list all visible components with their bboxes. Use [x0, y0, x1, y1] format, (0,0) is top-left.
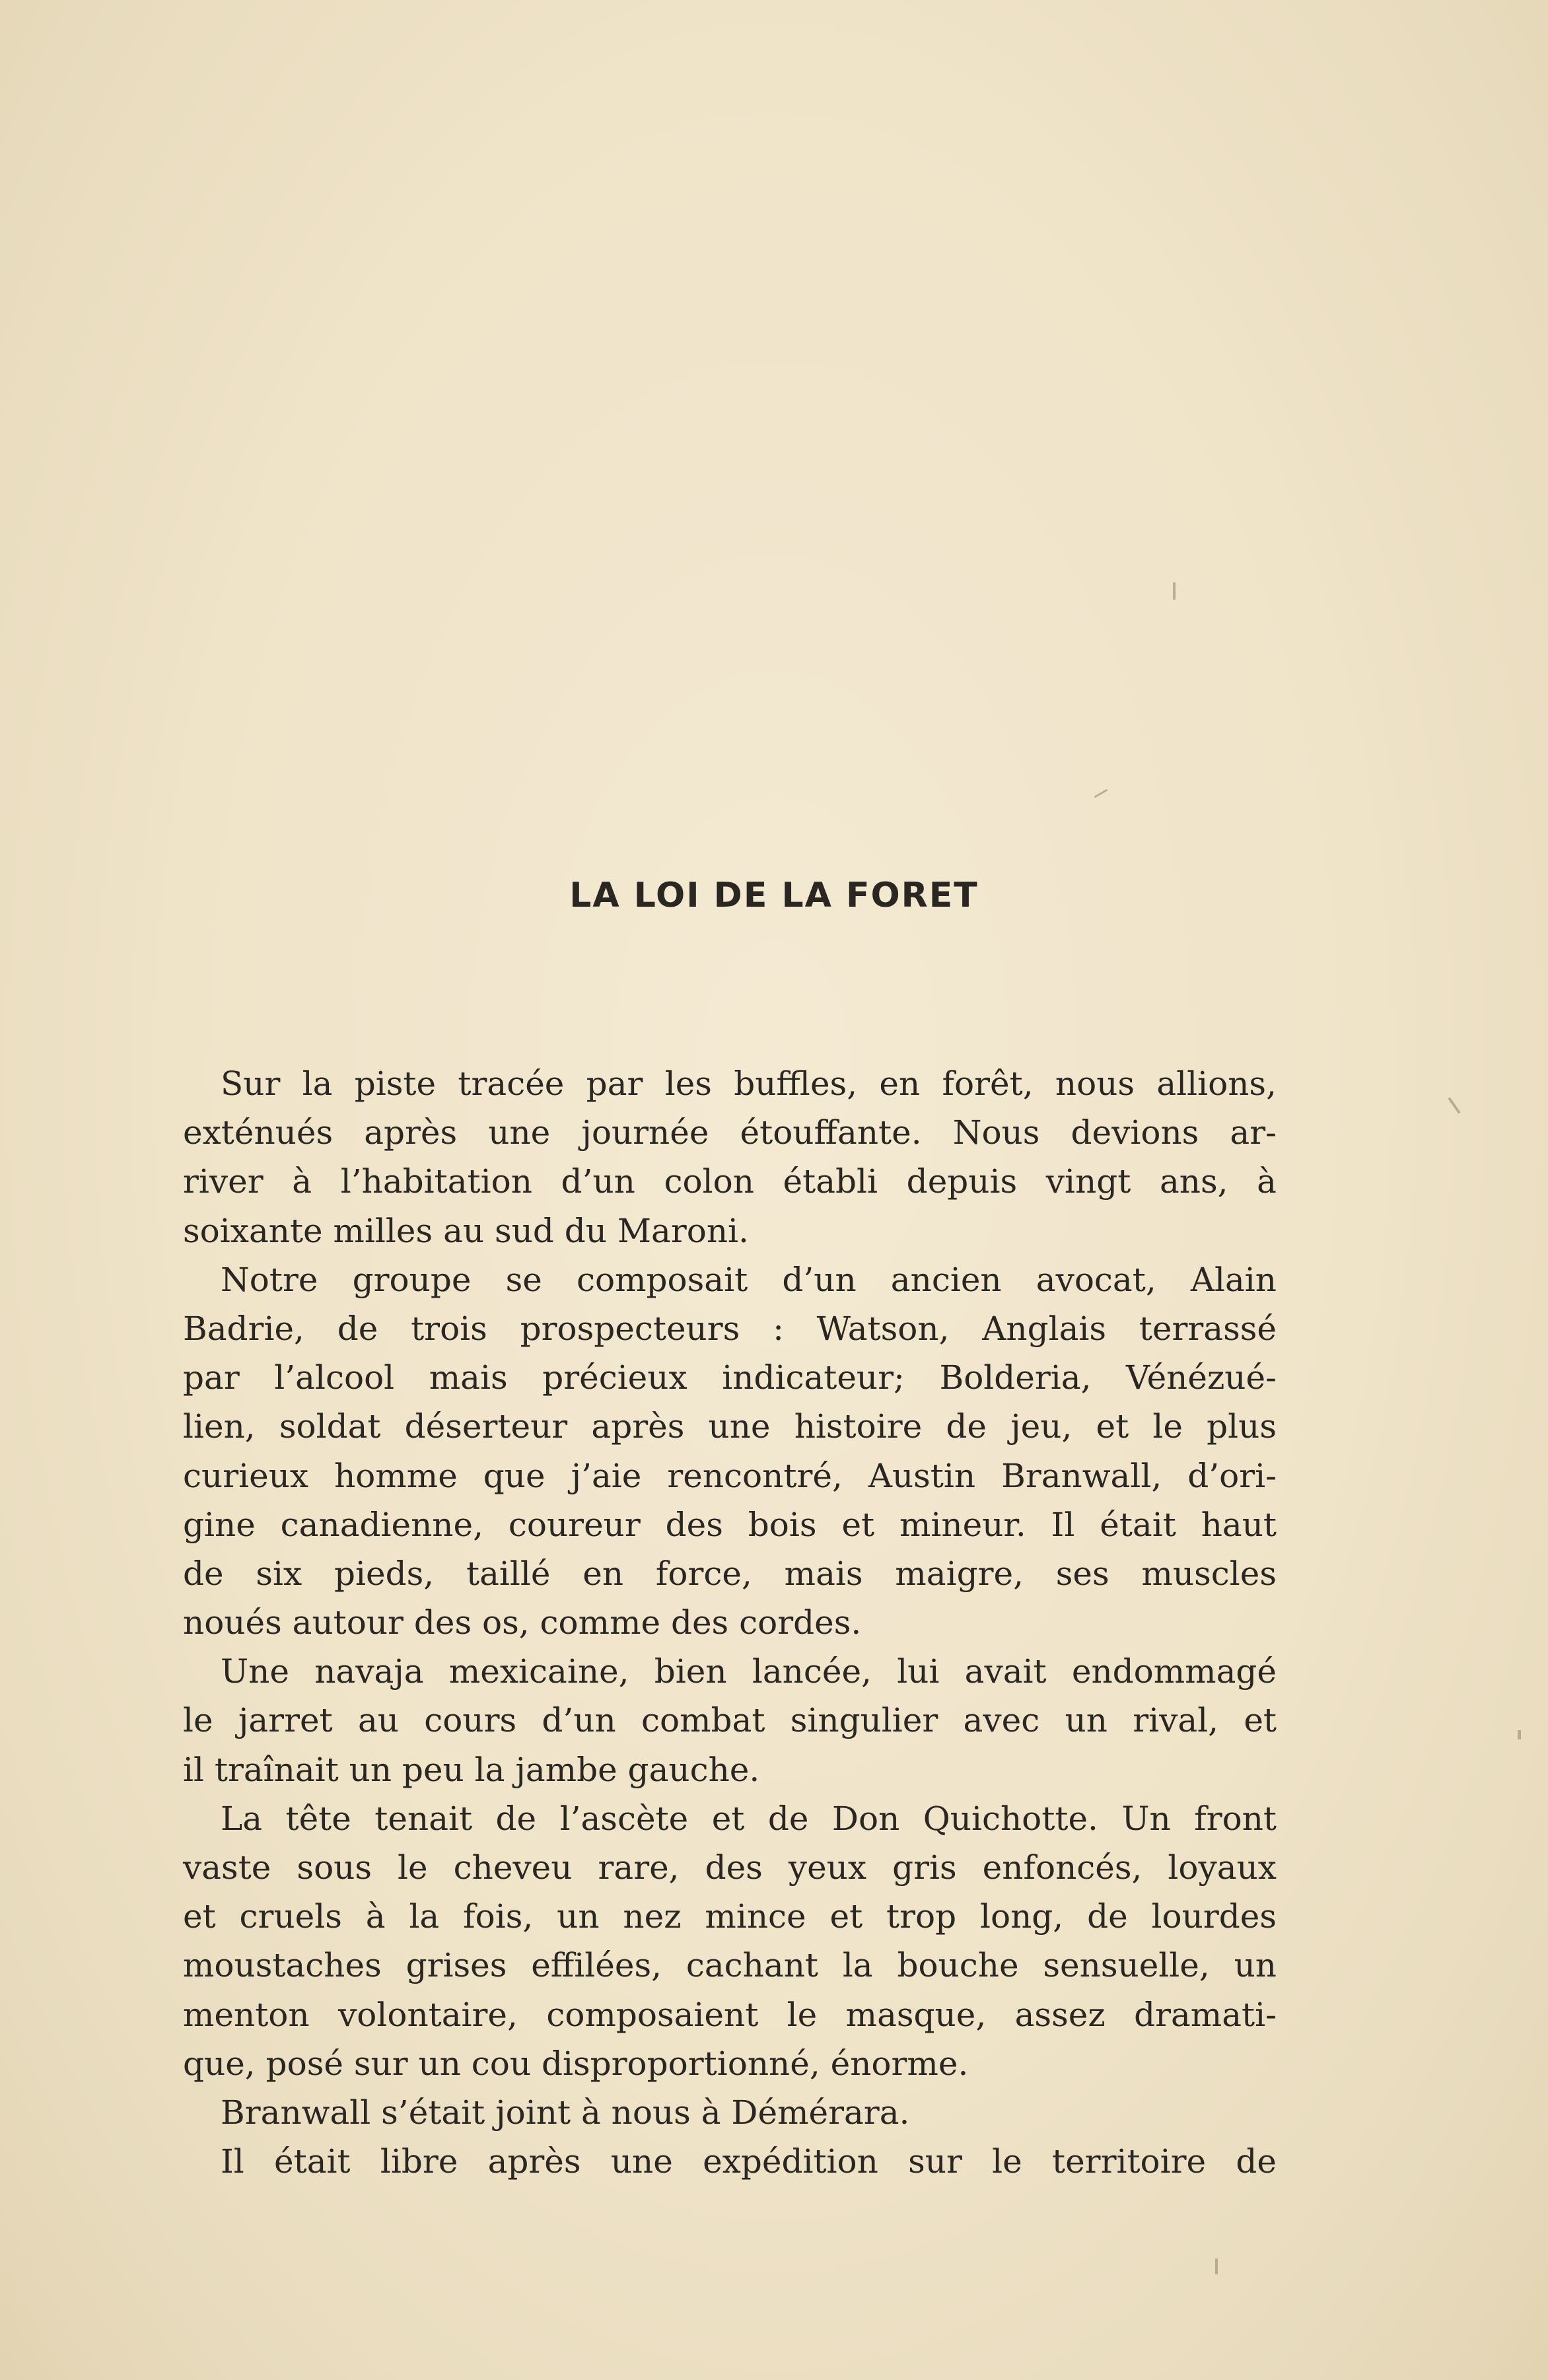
paper-speck: [1094, 789, 1108, 798]
text-line: Une navaja mexicaine, bien lancée, lui avait endommagé: [221, 1652, 1277, 1691]
text-line: Sur la piste tracée par les buffles, en forêt, nous allions,: [221, 1065, 1277, 1103]
text-line: le jarret au cours d’un combat singulier avec un rival, et: [183, 1701, 1277, 1740]
text-line: et cruels à la fois, un nez mince et trop long, de lourdes: [183, 1897, 1277, 1936]
paper-speck: [1518, 1730, 1521, 1739]
text-line: que, posé sur un cou disproportionné, énorme.: [183, 2044, 969, 2083]
text-line: Badrie, de trois prospecteurs : Watson, Anglais terrassé: [183, 1309, 1277, 1348]
body-text: [183, 1059, 1277, 2186]
text-line: Notre groupe se composait d’un ancien avocat, Alain: [221, 1260, 1277, 1299]
text-line: menton volontaire, composaient le masque, assez dramati-: [183, 1995, 1277, 2034]
text-line: La tête tenait de l’ascète et de Don Quichotte. Un front: [221, 1799, 1277, 1838]
text-line: river à l’habitation d’un colon établi depuis vingt ans, à: [183, 1162, 1277, 1201]
paper-speck: [1215, 2258, 1218, 2274]
paper-speck: [1448, 1097, 1460, 1113]
text-line: curieux homme que j’aie rencontré, Austin Branwall, d’ori-: [183, 1456, 1277, 1495]
text-line: noués autour des os, comme des cordes.: [183, 1603, 862, 1642]
text-line: lien, soldat déserteur après une histoire de jeu, et le plus: [183, 1407, 1277, 1446]
text-line: exténués après une journée étouffante. Nous devions ar-: [183, 1113, 1277, 1152]
text-line: gine canadienne, coureur des bois et mineur. Il était haut: [183, 1505, 1277, 1544]
text-line: soixante milles au sud du Maroni.: [183, 1211, 749, 1250]
text-line: Branwall s’était joint à nous à Démérara.: [221, 2093, 910, 2132]
text-line: Il était libre après une expédition sur le territoire de: [221, 2142, 1277, 2181]
text-line: moustaches grises effilées, cachant la bouche sensuelle, un: [183, 1946, 1277, 1985]
text-line: vaste sous le cheveu rare, des yeux gris enfoncés, loyaux: [183, 1848, 1277, 1887]
chapter-title: LA LOI DE LA FORET: [569, 876, 979, 915]
text-line: par l’alcool mais précieux indicateur; Bolderia, Vénézué-: [183, 1358, 1277, 1397]
text-line: il traînait un peu la jambe gauche.: [183, 1750, 760, 1789]
text-line: de six pieds, taillé en force, mais maigre, ses muscles: [183, 1554, 1277, 1593]
paper-speck: [1173, 582, 1176, 600]
